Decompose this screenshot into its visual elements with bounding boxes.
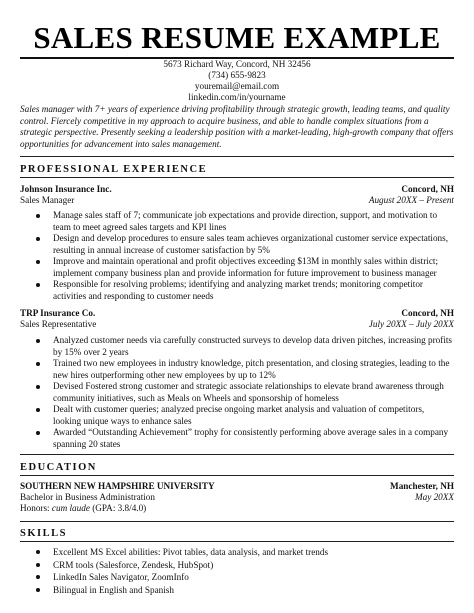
- section-divider: [20, 475, 454, 476]
- contact-address: 5673 Richard Way, Concord, NH 32456: [163, 59, 311, 69]
- contact-phone: (734) 655-9823: [208, 70, 266, 80]
- resume-title: SALES RESUME EXAMPLE: [33, 20, 441, 55]
- job-dates: July 20XX – July 20XX: [368, 319, 454, 329]
- list-item: LinkedIn Sales Navigator, ZoomInfo: [53, 571, 454, 584]
- list-item: Devised Fostered strong customer and strategic associate relationships to elevate brand awareness through community initiatives, such as Meals on Wheels and sponsorship of homeless: [53, 381, 454, 404]
- list-item: Improve and maintain operational and profit objectives exceeding $13M in monthly sales within district; implement company business plan and provide information for future improvement to business manager: [53, 256, 454, 279]
- school-name: SOUTHERN NEW HAMPSHIRE UNIVERSITY: [20, 481, 215, 491]
- honors: Honors: cum laude (GPA: 3.8/4.0): [20, 503, 147, 513]
- section-divider: [20, 156, 454, 157]
- bullet-icon: [36, 260, 40, 264]
- list-item: Trained two new employees in industry knowledge, pitch presentation, and closing strategies, leading to the new hires outperforming other new employees by up to 12%: [53, 358, 454, 381]
- list-item: Manage sales staff of 7; communicate job expectations and provide direction, support, and motivation to team to meet agreed sales targets and KPI lines: [53, 210, 454, 233]
- bullet-icon: [36, 588, 40, 592]
- job-company: TRP Insurance Co.: [20, 308, 96, 318]
- job-role: Sales Representative: [20, 319, 97, 329]
- bullet-icon: [36, 408, 40, 412]
- bullet-icon: [36, 339, 40, 343]
- bullet-icon: [36, 550, 40, 554]
- job-company: Johnson Insurance Inc.: [20, 184, 112, 194]
- bullet-icon: [36, 563, 40, 567]
- job-role: Sales Manager: [20, 195, 75, 205]
- school-location: Manchester, NH: [390, 481, 454, 491]
- list-item: Responsible for resolving problems; identifying and analyzing market trends; monitoring competitor activities and responding to customer needs: [53, 279, 454, 302]
- bullet-icon: [36, 237, 40, 241]
- skills-list: [20, 546, 454, 596]
- list-item: Dealt with customer queries; analyzed precise ongoing market analysis and valuation of competitors, looking unique ways to enhance sales: [53, 404, 454, 427]
- job-location: Concord, NH: [401, 308, 454, 318]
- skills-heading: SKILLS: [20, 528, 67, 539]
- experience-heading: PROFESSIONAL EXPERIENCE: [20, 164, 208, 175]
- list-item: Analyzed customer needs via carefully constructed surveys to develop data driven pitches, increasing profits by 15% over 2 years: [53, 335, 454, 358]
- list-item: Awarded “Outstanding Achievement” trophy for consistently performing above average sales in a company spanning 20 states: [53, 427, 454, 450]
- professional-summary: Sales manager with 7+ years of experience driving profitability through strategic growth, leading teams, and quality control. Fiercely competitive in my approach to acquire business, and able to handle complex situations from a strategic perspective. Presently seeking a leadership position with a market-leading, high-growth company that offers opportunities for advancement into sales management.: [20, 104, 454, 149]
- bullet-icon: [36, 362, 40, 366]
- section-divider: [20, 454, 454, 455]
- list-item: Design and develop procedures to ensure sales team achieves organizational customer service expectations, resulting in annual increase of customer satisfaction by 5%: [53, 233, 454, 256]
- bullet-icon: [36, 385, 40, 389]
- contact-email[interactable]: youremail@email.com: [194, 81, 280, 91]
- graduation-date: May 20XX: [414, 492, 454, 502]
- section-divider: [20, 521, 454, 522]
- section-divider: [20, 177, 454, 178]
- job-bullets: [20, 335, 454, 450]
- education-heading: EDUCATION: [20, 462, 97, 473]
- list-item: CRM tools (Salesforce, Zendesk, HubSpot): [53, 559, 454, 572]
- list-item: Bilingual in English and Spanish: [53, 584, 454, 597]
- degree: Bachelor in Business Administration: [20, 492, 155, 502]
- job-location: Concord, NH: [401, 184, 454, 194]
- bullet-icon: [36, 431, 40, 435]
- list-item: Excellent MS Excel abilities: Pivot tables, data analysis, and market trends: [53, 546, 454, 559]
- bullet-icon: [36, 283, 40, 287]
- job-bullets: [20, 210, 454, 302]
- bullet-icon: [36, 575, 40, 579]
- contact-linkedin[interactable]: linkedin.com/in/yourname: [188, 92, 286, 102]
- section-divider: [20, 541, 454, 542]
- job-dates: August 20XX – Present: [368, 195, 454, 205]
- bullet-icon: [36, 214, 40, 218]
